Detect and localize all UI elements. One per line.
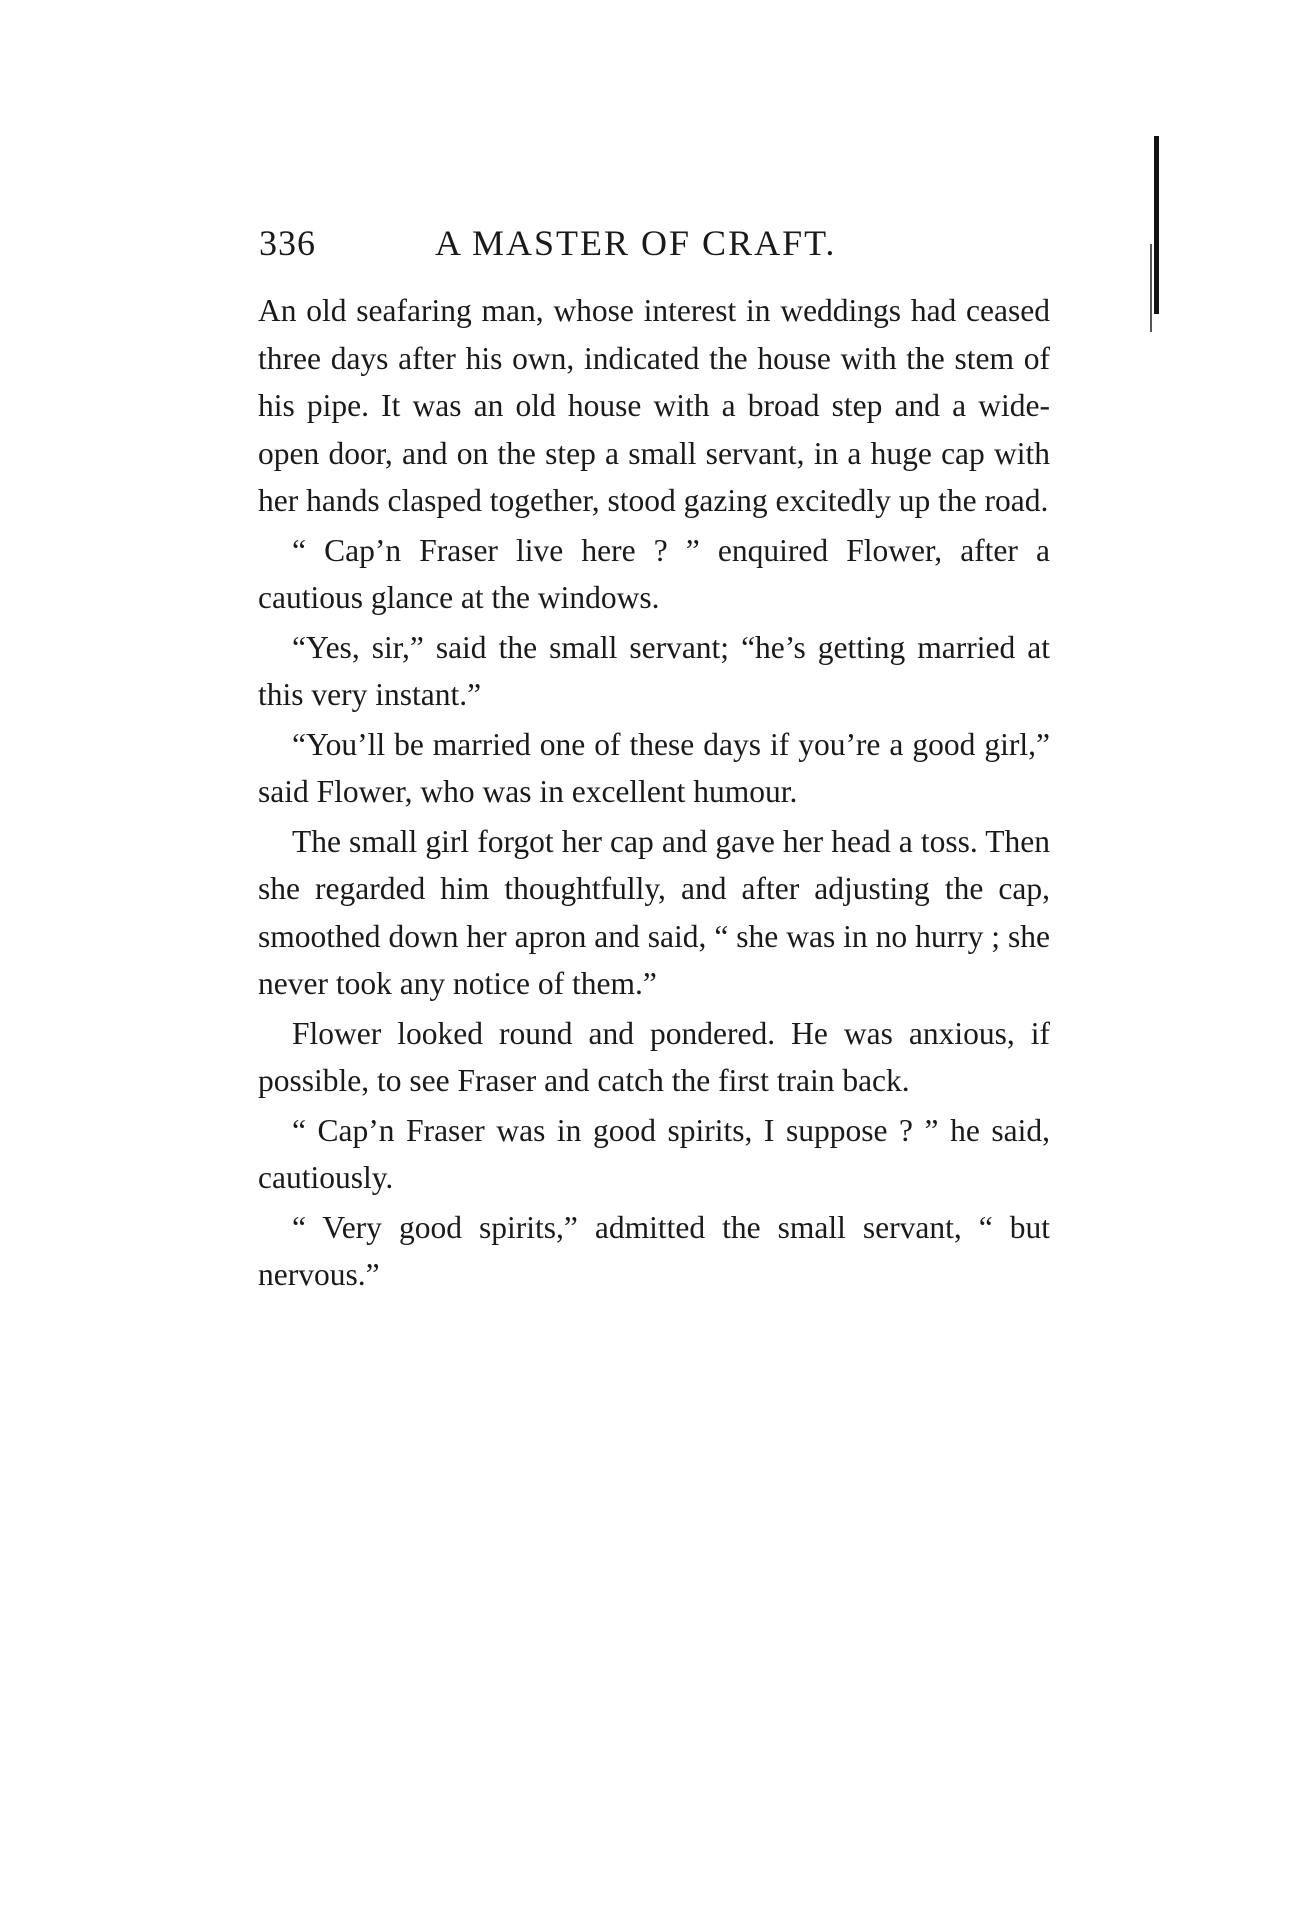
paragraph: “ Cap’n Fraser live here ? ” enquired Flower, after a cautious glance at the windows. [258, 532, 1050, 615]
paragraph: An old seafaring man, whose interest in weddings had ceased three days after his own, indicated the house with the stem of his pipe. It was an old house with a broad step and a wide-open door, and on the step a small servant, in a huge cap with her hands clasped together, stood gazing excitedly up the road. [258, 293, 1050, 518]
paragraph: “Yes, sir,” said the small servant; “he’s getting married at this very instant.” [258, 629, 1050, 712]
running-header [259, 222, 1059, 266]
paragraph: The small girl forgot her cap and gave her head a toss. Then she regarded him thoughtfully, and after adjusting the cap, smoothed down her apron and said, “ she was in no hurry ; she never took any notice of them.” [258, 823, 1050, 1001]
paragraph: “ Very good spirits,” admitted the small servant, “ but nervous.” [258, 1209, 1050, 1292]
page-edge-shadow [1150, 244, 1152, 332]
paragraph: “You’ll be married one of these days if you’re a good girl,” said Flower, who was in excellent humour. [258, 726, 1050, 809]
page-edge-mark [1154, 136, 1159, 314]
body-text [258, 287, 1050, 1299]
paragraph: “ Cap’n Fraser was in good spirits, I suppose ? ” he said, cautiously. [258, 1112, 1050, 1195]
running-title: A MASTER OF CRAFT. [435, 223, 837, 263]
page-number: 336 [259, 223, 316, 263]
paragraph: Flower looked round and pondered. He was anxious, if possible, to see Fraser and catch the first train back. [258, 1015, 1050, 1098]
